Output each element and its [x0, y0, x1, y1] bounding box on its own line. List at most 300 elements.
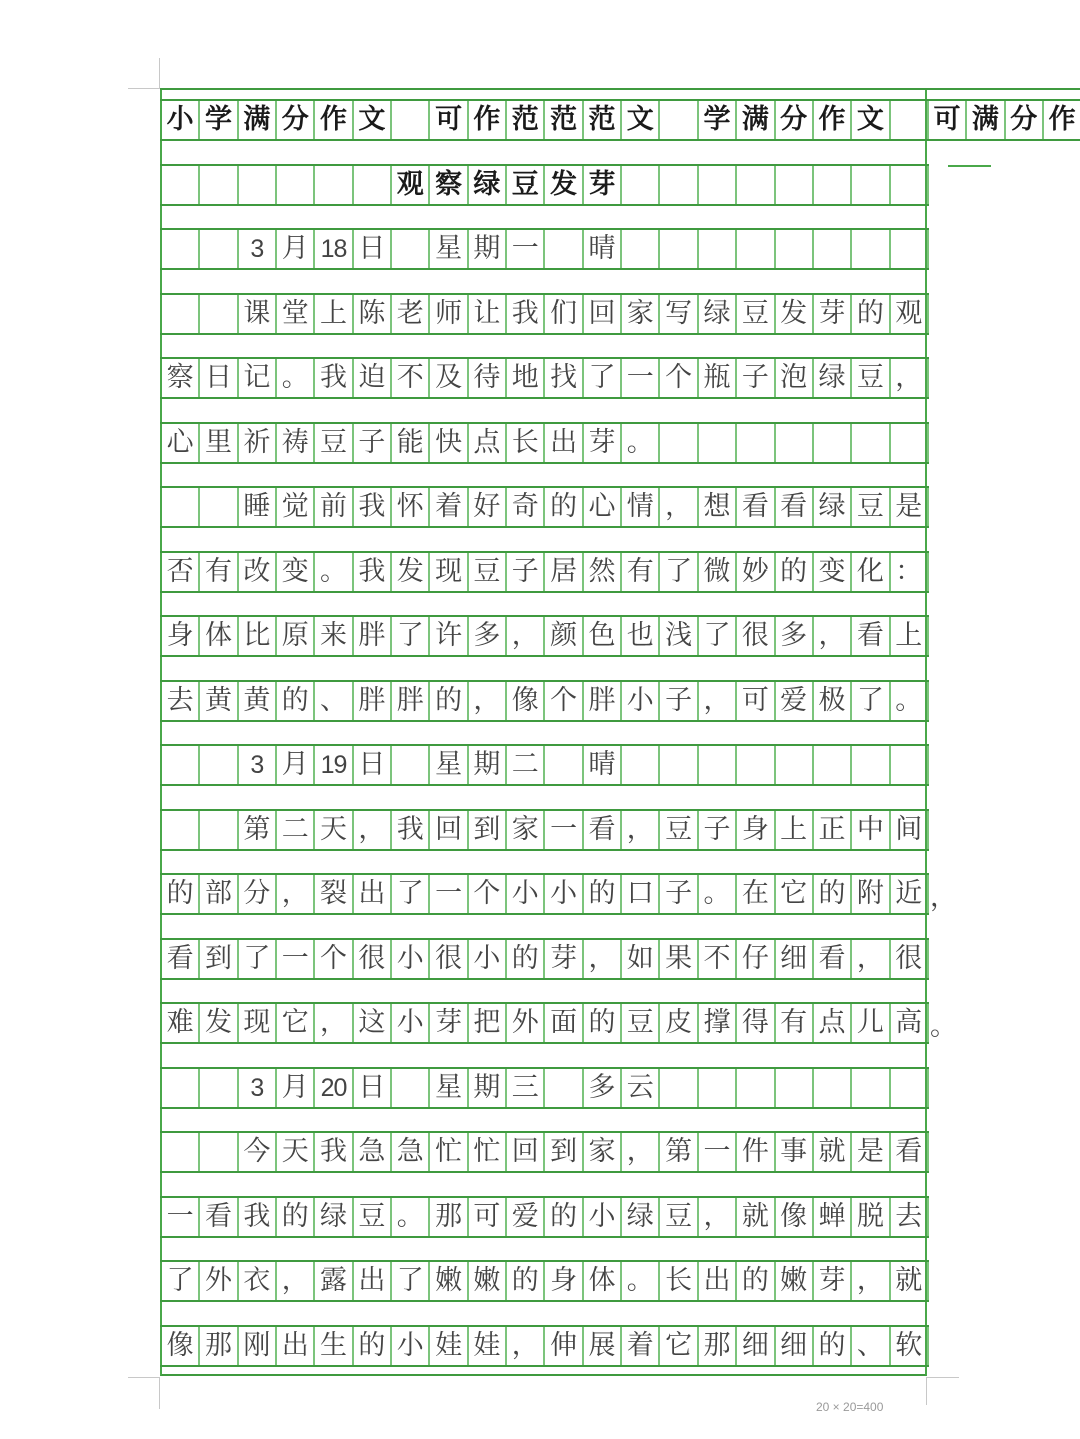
- grid-cell: 是: [852, 1133, 890, 1171]
- grid-cell: 芽: [545, 940, 583, 978]
- grid-cell: [392, 101, 430, 139]
- grid-cell: 很: [891, 940, 929, 978]
- grid-cell: 豆: [737, 295, 775, 333]
- grid-cell: 小: [584, 1198, 622, 1236]
- grid-cell: 的: [507, 1262, 545, 1300]
- grid-cell: [160, 230, 200, 268]
- grid-cell: [852, 424, 890, 462]
- grid-cell: 的: [737, 1262, 775, 1300]
- text-row: [160, 1196, 929, 1238]
- grid-cell: 小: [392, 940, 430, 978]
- grid-cell: ，: [699, 1198, 737, 1236]
- grid-cell: 现: [239, 1004, 277, 1042]
- grid-cell: 改: [239, 553, 277, 591]
- grid-cell: 写: [660, 295, 698, 333]
- grid-cell: [852, 166, 890, 204]
- grid-cell: 生: [315, 1327, 353, 1365]
- grid-cell: 瓶: [699, 359, 737, 397]
- grid-cell: 心: [584, 488, 622, 526]
- grid-cell: 作: [469, 101, 507, 139]
- grid-cell: 可: [430, 101, 468, 139]
- grid-cell: 作: [1044, 101, 1080, 139]
- grid-cell: [891, 230, 929, 268]
- text-row: [160, 1067, 929, 1109]
- grid-cell: 学: [699, 101, 737, 139]
- grid-cell: 点: [814, 1004, 852, 1042]
- grid-cell: 月: [277, 230, 315, 268]
- grid-cell: 把: [469, 1004, 507, 1042]
- grid-cell: 今: [239, 1133, 277, 1171]
- text-row: [160, 938, 929, 980]
- grid-cell: 在: [737, 875, 775, 913]
- grid-cell: 3: [239, 230, 277, 268]
- grid-cell: 了: [392, 875, 430, 913]
- grid-cell: [315, 166, 353, 204]
- grid-cell: 的: [354, 1327, 392, 1365]
- grid-cell: 那: [200, 1327, 238, 1365]
- grid-cell: 中: [852, 811, 890, 849]
- grid-cell: 分: [776, 101, 814, 139]
- grid-cell: ，: [852, 1262, 890, 1300]
- grid-cell: 有: [200, 553, 238, 591]
- grid-cell: 了: [584, 359, 622, 397]
- grid-cell: 事: [776, 1133, 814, 1171]
- grid-cell: [891, 166, 929, 204]
- grid-cell: [814, 424, 852, 462]
- grid-cell: 文: [354, 101, 392, 139]
- grid-cell: [277, 166, 315, 204]
- grid-cell: 间: [891, 811, 929, 849]
- grid-cell: [776, 746, 814, 784]
- grid-cell: 胖: [354, 617, 392, 655]
- grid-cell: 胖: [354, 682, 392, 720]
- grid-cell: 了: [239, 940, 277, 978]
- grid-cell: [392, 1069, 430, 1107]
- grid-cell: 许: [430, 617, 468, 655]
- grid-cell: 回: [584, 295, 622, 333]
- grid-cell: [200, 295, 238, 333]
- grid-cell: 。: [392, 1198, 430, 1236]
- grid-cell: 去: [891, 1198, 929, 1236]
- grid-cell: 的: [584, 875, 622, 913]
- grid-cell: 了: [852, 682, 890, 720]
- grid-cell: 星: [430, 1069, 468, 1107]
- grid-cell: 伸: [545, 1327, 583, 1365]
- grid-cell: 看: [852, 617, 890, 655]
- grid-cell: 我: [315, 1133, 353, 1171]
- grid-cell: 师: [430, 295, 468, 333]
- grid-cell: 小: [392, 1327, 430, 1365]
- grid-cell: ：: [891, 553, 929, 591]
- grid-cell: ，: [622, 1133, 660, 1171]
- grid-cell: 多: [776, 617, 814, 655]
- grid-cell: 满: [239, 101, 277, 139]
- grid-cell: 娃: [469, 1327, 507, 1365]
- grid-cell: ，: [699, 682, 737, 720]
- crop-mark-top-left-v: [159, 58, 160, 88]
- grid-cell: 的: [545, 1198, 583, 1236]
- grid-cell: 多: [584, 1069, 622, 1107]
- grid-cell: 急: [392, 1133, 430, 1171]
- grid-cell: 是: [891, 488, 929, 526]
- grid-cell: 分: [277, 101, 315, 139]
- grid-cell: 绿: [699, 295, 737, 333]
- grid-cell: 着: [622, 1327, 660, 1365]
- grid-cell: 皮: [660, 1004, 698, 1042]
- grid-cell: 课: [239, 295, 277, 333]
- grid-cell: 的: [852, 295, 890, 333]
- grid-cell: [660, 424, 698, 462]
- grid-cell: [200, 230, 238, 268]
- grid-cell: [737, 230, 775, 268]
- grid-cell: 豆: [660, 1198, 698, 1236]
- grid-cell: 小: [507, 875, 545, 913]
- grid-cell: 发: [200, 1004, 238, 1042]
- grid-cell: 让: [469, 295, 507, 333]
- grid-cell: 就: [891, 1262, 929, 1300]
- grid-cell: 也: [622, 617, 660, 655]
- crop-mark-top-left-h: [128, 88, 160, 89]
- grid-cell: 现: [430, 553, 468, 591]
- grid-cell: 长: [660, 1262, 698, 1300]
- grid-cell: 发: [545, 166, 583, 204]
- grid-cell: 变: [814, 553, 852, 591]
- grid-cell: [776, 230, 814, 268]
- grid-cell: 娃: [430, 1327, 468, 1365]
- grid-cell: ，: [584, 940, 622, 978]
- grid-cell: 。: [891, 682, 929, 720]
- grid-cell: 文: [622, 101, 660, 139]
- grid-cell: 星: [430, 230, 468, 268]
- grid-cell: 回: [507, 1133, 545, 1171]
- grid-cell: 豆: [507, 166, 545, 204]
- grid-cell: [160, 1133, 200, 1171]
- grid-cell: 第: [660, 1133, 698, 1171]
- grid-cell: [814, 746, 852, 784]
- grid-cell: 了: [392, 617, 430, 655]
- text-row: [160, 1260, 929, 1302]
- grid-cell: 一: [160, 1198, 200, 1236]
- text-row: [160, 1131, 929, 1173]
- grid-cell: ，: [852, 940, 890, 978]
- grid-cell: [891, 746, 929, 784]
- grid-cell: 豆: [852, 359, 890, 397]
- grid-cell: 像: [776, 1198, 814, 1236]
- grid-cell: 的: [160, 875, 200, 913]
- grid-cell: 看: [776, 488, 814, 526]
- grid-cell: [814, 230, 852, 268]
- grid-cell: 忙: [469, 1133, 507, 1171]
- grid-cell: 难: [160, 1004, 200, 1042]
- grid-cell: 了: [699, 617, 737, 655]
- grid-cell: 家: [584, 1133, 622, 1171]
- grid-cell: [699, 1069, 737, 1107]
- grid-cell: [160, 488, 200, 526]
- grid-cell: 居: [545, 553, 583, 591]
- grid-cell: [622, 230, 660, 268]
- grid-cell: [200, 811, 238, 849]
- grid-cell: 着: [430, 488, 468, 526]
- grid-cell: 芽: [814, 1262, 852, 1300]
- grid-cell: 18: [315, 230, 353, 268]
- grid-cell: [699, 166, 737, 204]
- grid-cell: 胖: [392, 682, 430, 720]
- grid-cell: 多: [469, 617, 507, 655]
- grid-cell: 心: [160, 424, 200, 462]
- grid-cell: 学: [200, 101, 238, 139]
- grid-cell: [776, 166, 814, 204]
- text-row: [160, 551, 929, 593]
- text-row: [160, 680, 929, 722]
- grid-cell: 好: [469, 488, 507, 526]
- grid-cell: 如: [622, 940, 660, 978]
- grid-cell: 件: [737, 1133, 775, 1171]
- grid-cell: 出: [545, 424, 583, 462]
- grid-cell: 里: [200, 424, 238, 462]
- grid-cell: 出: [277, 1327, 315, 1365]
- grid-cell: [160, 1069, 200, 1107]
- grid-cell: 它: [776, 875, 814, 913]
- grid-cell: 察: [430, 166, 468, 204]
- grid-cell: 陈: [354, 295, 392, 333]
- grid-cell: 绿: [622, 1198, 660, 1236]
- grid-cell: 。: [277, 359, 315, 397]
- grid-cell: [891, 101, 929, 139]
- grid-cell: 个: [469, 875, 507, 913]
- grid-cell: 一: [699, 1133, 737, 1171]
- grid-cell: [239, 166, 277, 204]
- grid-cell: [200, 1069, 238, 1107]
- grid-cell: [622, 746, 660, 784]
- grid-cell: 露: [315, 1262, 353, 1300]
- grid-cell: 看: [814, 940, 852, 978]
- grid-cell: 到: [200, 940, 238, 978]
- grid-cell: 觉: [277, 488, 315, 526]
- grid-cell: 像: [160, 1327, 200, 1365]
- grid-cell: 泡: [776, 359, 814, 397]
- grid-cell: 很: [430, 940, 468, 978]
- grid-cell: 我: [354, 488, 392, 526]
- grid-cell: 的: [814, 1327, 852, 1365]
- grid-cell: 文: [852, 101, 890, 139]
- grid-cell: 豆: [852, 488, 890, 526]
- grid-cell: 子: [660, 682, 698, 720]
- grid-cell: 日: [354, 230, 392, 268]
- grid-cell: [392, 230, 430, 268]
- grid-cell: 看: [160, 940, 200, 978]
- grid-cell: [814, 1069, 852, 1107]
- grid-cell: 得: [737, 1004, 775, 1042]
- grid-cell: 范: [545, 101, 583, 139]
- grid-cell: 蝉: [814, 1198, 852, 1236]
- grid-cell: 及: [430, 359, 468, 397]
- grid-cell: 它: [277, 1004, 315, 1042]
- grid-cell: 的: [430, 682, 468, 720]
- grid-cell: 。: [622, 1262, 660, 1300]
- grid-cell: 急: [354, 1133, 392, 1171]
- grid-cell: 近: [891, 875, 929, 913]
- grid-cell: 绿: [469, 166, 507, 204]
- grid-cell: 、: [315, 682, 353, 720]
- grid-cell: 堂: [277, 295, 315, 333]
- grid-cell: 极: [814, 682, 852, 720]
- grid-cell: 一: [545, 811, 583, 849]
- grid-cell: 色: [584, 617, 622, 655]
- grid-cell: 3: [239, 1069, 277, 1107]
- grid-cell: 这: [354, 1004, 392, 1042]
- grid-cell: 出: [354, 1262, 392, 1300]
- grid-cell: 很: [354, 940, 392, 978]
- grid-cell: 。: [699, 875, 737, 913]
- grid-cell: 仔: [737, 940, 775, 978]
- grid-cell: 范: [507, 101, 545, 139]
- grid-cell: 的: [277, 682, 315, 720]
- grid-cell: [852, 230, 890, 268]
- grid-cell: [200, 746, 238, 784]
- grid-cell: 脱: [852, 1198, 890, 1236]
- grid-cell: [200, 1133, 238, 1171]
- grid-cell: 否: [160, 553, 200, 591]
- grid-cell: 满: [967, 101, 1005, 139]
- grid-cell: [545, 230, 583, 268]
- grid-cell: 面: [545, 1004, 583, 1042]
- grid-cell: 祷: [277, 424, 315, 462]
- text-row: [160, 1325, 929, 1367]
- grid-cell: 去: [160, 682, 200, 720]
- grid-cell: ，: [814, 617, 852, 655]
- grid-cell: 一: [430, 875, 468, 913]
- grid-cell: 体: [200, 617, 238, 655]
- grid-cell: 长: [507, 424, 545, 462]
- grid-cell: [160, 295, 200, 333]
- grid-cell: 出: [699, 1262, 737, 1300]
- grid-cell: 的: [584, 1004, 622, 1042]
- grid-cell: 嫩: [776, 1262, 814, 1300]
- grid-cell: [852, 746, 890, 784]
- grid-cell: 细: [737, 1327, 775, 1365]
- grid-cell: 口: [622, 875, 660, 913]
- text-row: [160, 357, 929, 399]
- grid-cell: 地: [507, 359, 545, 397]
- grid-cell: 到: [469, 811, 507, 849]
- grid-cell: 睡: [239, 488, 277, 526]
- grid-cell: 到: [545, 1133, 583, 1171]
- grid-cell: 的: [507, 940, 545, 978]
- grid-cell: [814, 166, 852, 204]
- grid-cell: ，: [622, 811, 660, 849]
- header-banner-row: [160, 99, 1080, 141]
- grid-cell: 第: [239, 811, 277, 849]
- text-row: [160, 293, 929, 335]
- crop-mark-bottom-right-h: [927, 1377, 959, 1378]
- grid-cell: 原: [277, 617, 315, 655]
- grid-cell: 豆: [315, 424, 353, 462]
- grid-cell: 身: [737, 811, 775, 849]
- grid-cell: 期: [469, 230, 507, 268]
- grid-cell: 想: [699, 488, 737, 526]
- grid-cell: 颜: [545, 617, 583, 655]
- grid-cell: [660, 166, 698, 204]
- grid-cell: 快: [430, 424, 468, 462]
- grid-cell: 它: [660, 1327, 698, 1365]
- grid-cell: 芽: [814, 295, 852, 333]
- crop-mark-bottom-left-h: [128, 1377, 160, 1378]
- manuscript-grid-sheet: [160, 88, 927, 1376]
- grid-cell: [776, 1069, 814, 1107]
- grid-cell: 胖: [584, 682, 622, 720]
- grid-cell: 浅: [660, 617, 698, 655]
- grid-cell: 个: [545, 682, 583, 720]
- grid-cell: [392, 746, 430, 784]
- grid-cell: 像: [507, 682, 545, 720]
- grid-cell: 们: [545, 295, 583, 333]
- grid-cell: 高: [891, 1004, 929, 1042]
- grid-cell: 作: [315, 101, 353, 139]
- grid-cell: 小: [469, 940, 507, 978]
- grid-cell: 软: [891, 1327, 929, 1365]
- grid-cell: 小: [545, 875, 583, 913]
- grid-cell: 回: [430, 811, 468, 849]
- grid-cell: 家: [507, 811, 545, 849]
- grid-cell: 待: [469, 359, 507, 397]
- grid-cell: 体: [584, 1262, 622, 1300]
- grid-cell: 微: [699, 553, 737, 591]
- overflow-punctuation: ，: [930, 882, 957, 913]
- grid-cell: 分: [1006, 101, 1044, 139]
- grid-cell: 我: [239, 1198, 277, 1236]
- grid-cell: 我: [354, 553, 392, 591]
- grid-cell: 我: [507, 295, 545, 333]
- grid-cell: 有: [776, 1004, 814, 1042]
- grid-cell: 绿: [814, 488, 852, 526]
- grid-cell: 晴: [584, 230, 622, 268]
- grid-cell: 3: [239, 746, 277, 784]
- grid-cell: 发: [392, 553, 430, 591]
- grid-cell: 有: [622, 553, 660, 591]
- grid-cell: 。: [622, 424, 660, 462]
- text-row: [160, 422, 929, 464]
- grid-cell: 黄: [239, 682, 277, 720]
- grid-cell: 嫩: [430, 1262, 468, 1300]
- grid-cell: 情: [622, 488, 660, 526]
- grid-cell: ，: [277, 1262, 315, 1300]
- text-row: [160, 873, 929, 915]
- grid-cell: 部: [200, 875, 238, 913]
- grid-cell: 子: [737, 359, 775, 397]
- grid-cell: 变: [277, 553, 315, 591]
- grid-cell: 上: [776, 811, 814, 849]
- grid-cell: [545, 746, 583, 784]
- grid-cell: 范: [584, 101, 622, 139]
- text-row: [160, 744, 929, 786]
- grid-cell: [737, 424, 775, 462]
- grid-cell: 日: [200, 359, 238, 397]
- text-row: [160, 1002, 929, 1044]
- grid-cell: 20: [315, 1069, 353, 1107]
- grid-size-label: 20 × 20=400: [816, 1400, 884, 1414]
- grid-cell: [160, 746, 200, 784]
- grid-cell: ，: [891, 359, 929, 397]
- grid-cell: [200, 488, 238, 526]
- grid-cell: 绿: [814, 359, 852, 397]
- grid-cell: 看: [584, 811, 622, 849]
- grid-cell: 上: [315, 295, 353, 333]
- grid-cell: 三: [507, 1069, 545, 1107]
- grid-cell: [699, 424, 737, 462]
- grid-cell: 一: [622, 359, 660, 397]
- grid-cell: 绿: [315, 1198, 353, 1236]
- grid-cell: 子: [699, 811, 737, 849]
